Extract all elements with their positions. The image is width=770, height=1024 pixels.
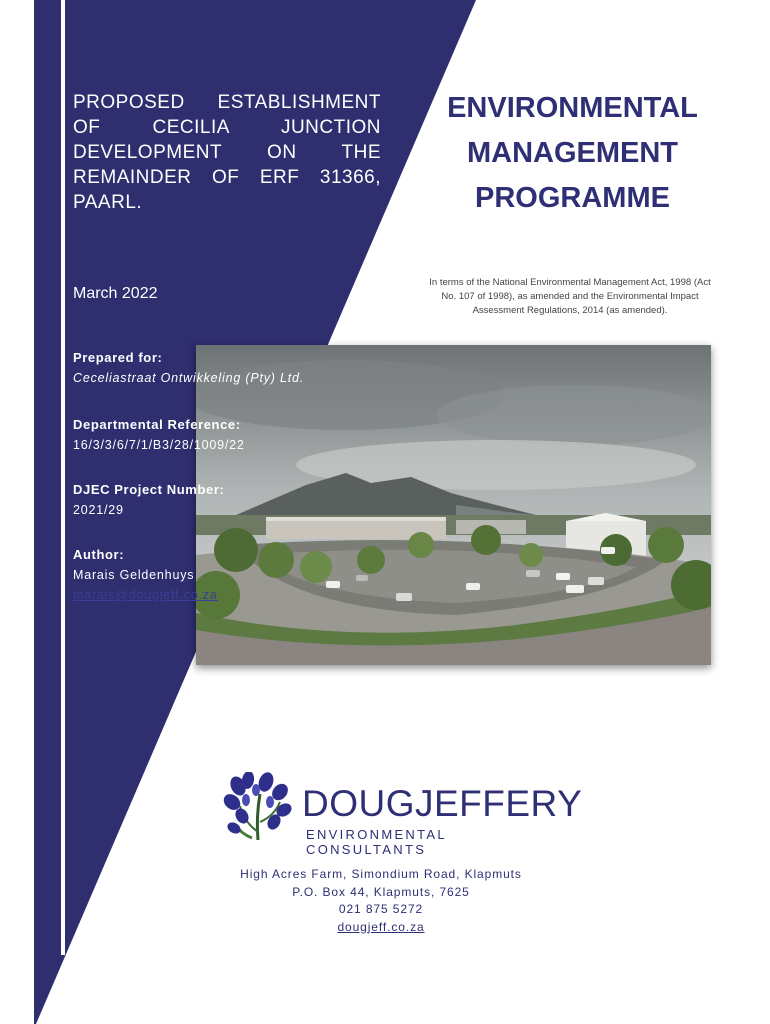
prepared-for-section [73, 350, 304, 385]
document-title-line: MANAGEMENT [466, 137, 679, 169]
author-email-link[interactable]: marais@dougjeff.co.za [73, 588, 218, 602]
document-title-line: PROGRAMME [475, 182, 670, 214]
company-name: DOUGJEFFERY [302, 783, 583, 824]
document-date: March 2022 [73, 285, 158, 302]
author-section [73, 547, 218, 602]
djec-project-number-section [73, 482, 224, 517]
departmental-reference-label: Departmental Reference: [73, 417, 241, 432]
phone-number: 021 875 5272 [338, 902, 424, 916]
website-link[interactable]: dougjeff.co.za [337, 919, 425, 934]
legislation-note: In terms of the National Environmental Management Act, 1998 (Act No. 107 of 1998), as amended and the Environmental Impact Assessment Regulations, 2014 (as amended). [429, 277, 711, 316]
company-contact [230, 866, 532, 936]
djec-project-number-value: 2021/29 [73, 503, 124, 517]
rendered-development-with-mountains-icon [196, 345, 711, 665]
prepared-for-label: Prepared for: [73, 350, 163, 365]
project-title: PROPOSED ESTABLISHMENT OF CECILIA JUNCTION DEVELOPMENT ON THE REMAINDER OF ERF 31366, PAARL. [73, 92, 381, 213]
address-line: High Acres Farm, Simondium Road, Klapmuts [240, 867, 522, 881]
document-title [420, 86, 725, 221]
document-title-line: ENVIRONMENTAL [447, 92, 698, 124]
djec-project-number-label: DJEC Project Number: [73, 482, 225, 497]
author-name: Marais Geldenhuys [73, 568, 195, 582]
company-logo [222, 772, 583, 857]
company-tagline: ENVIRONMENTAL CONSULTANTS [306, 827, 447, 857]
agapanthus-flower-icon [222, 772, 300, 842]
postal-address: P.O. Box 44, Klapmuts, 7625 [292, 884, 470, 899]
prepared-for-value: Ceceliastraat Ontwikkeling (Pty) Ltd. [73, 371, 305, 385]
departmental-reference-value: 16/3/3/6/7/1/B3/28/1009/22 [73, 438, 245, 452]
cover-photo [196, 345, 711, 665]
departmental-reference-section [73, 417, 245, 452]
author-label: Author: [73, 547, 125, 562]
